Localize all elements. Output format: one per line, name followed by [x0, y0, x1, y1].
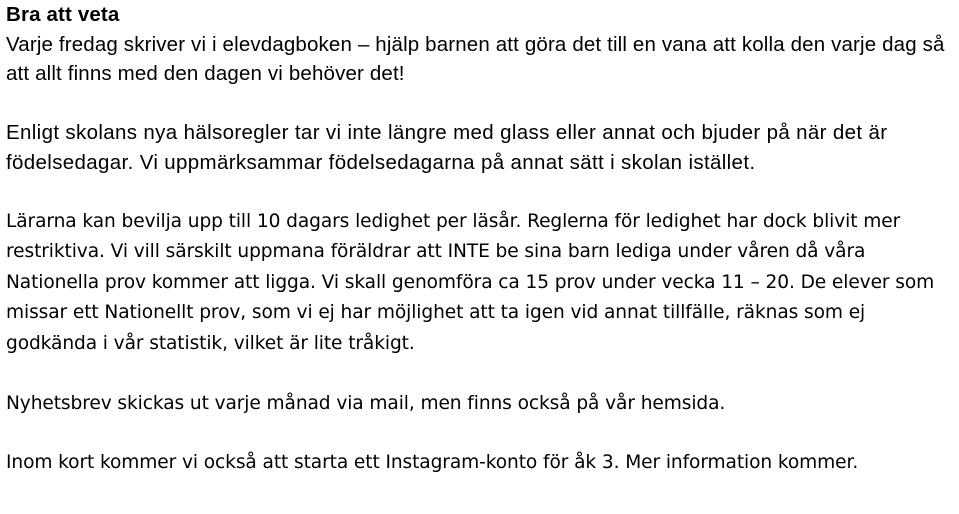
paragraph-spacer [6, 359, 958, 389]
paragraph-ledighet: Lärarna kan bevilja upp till 10 dagars ledighet per läsår. Reglerna för ledighet har dock blivit mer restriktiva. Vi vill särskilt uppmana föräldrar att INTE be sina barn lediga under våren då våra Nationella prov kommer att ligga. Vi skall genomföra ca 15 prov under vecka 11 – 20. De elever som missar ett Nationellt prov, som vi ej har möjlighet att ta igen vid annat tillfälle, räknas som ej godkända i vår statistik, vilket är lite tråkigt. [6, 210, 935, 354]
paragraph-spacer [6, 418, 958, 448]
document-body [6, 0, 958, 477]
paragraph-nyhetsbrev: Nyhetsbrev skickas ut varje månad via mail, men finns också på vår hemsida. [6, 392, 726, 414]
intro-block [6, 0, 958, 89]
paragraph-instagram: Inom kort kommer vi också att starta ett Instagram-konto för åk 3. Mer information kommer. [6, 451, 859, 473]
paragraph-elevdagbok: Varje fredag skriver vi i elevdagboken – hjälp barnen att göra det till en vana att kolla den varje dag så att allt finns med den dagen vi behöver det! [6, 32, 945, 85]
paragraph-halsoregler: Enligt skolans nya hälsoregler tar vi inte längre med glass eller annat och bjuder på när det är födelsedagar. Vi uppmärksammar födelsedagarna på annat sätt i skolan istället. [6, 121, 888, 174]
section-heading: Bra att veta [6, 3, 120, 26]
paragraph-spacer [6, 177, 958, 207]
paragraph-spacer [6, 89, 958, 119]
